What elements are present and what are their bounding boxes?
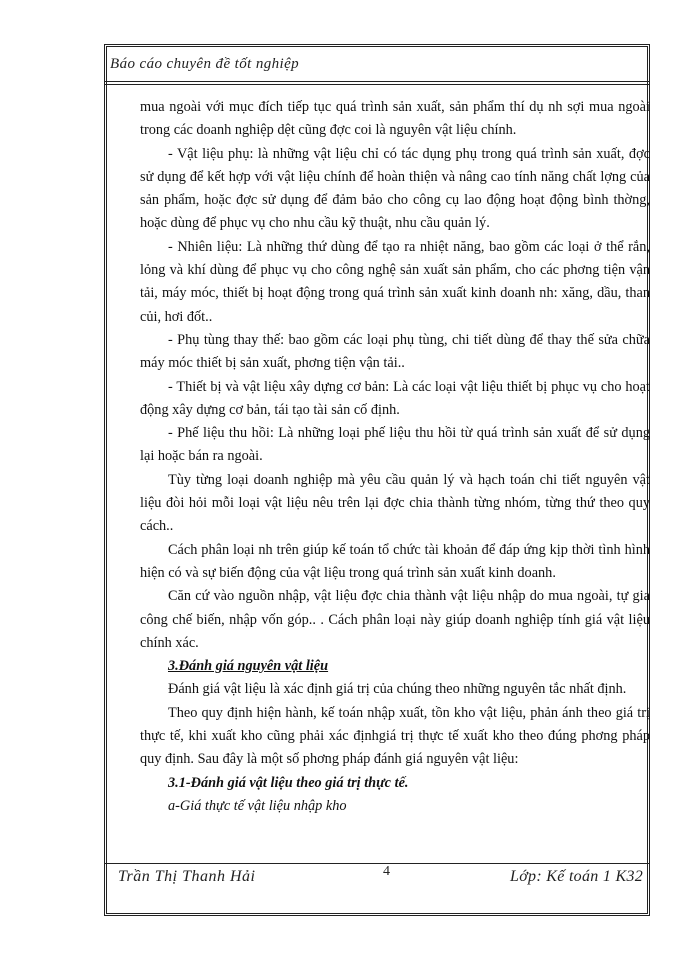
page-header: Báo cáo chuyên đề tốt nghiệp xyxy=(110,56,300,72)
subsubsection-heading: a-Giá thực tế vật liệu nhập kho xyxy=(168,797,347,814)
page-number: 4 xyxy=(383,864,390,879)
paragraph: - Phụ tùng thay thế: bao gồm các loại phụ tùng, chi tiết dùng để thay thế sửa chữa máy móc thiết bị sản xuất, phơng tiện vận tải.. xyxy=(140,331,650,372)
paragraph: - Nhiên liệu: Là những thứ dùng để tạo ra nhiệt năng, bao gồm các loại ở thể rắn, lỏng và khí dùng để phục vụ cho công nghệ sản xuất sản phẩm, cho các phơng tiện vận tải, máy móc, thiết bị hoạt động trong quá trình sản xuất kinh doanh nh: xăng, dầu, than củi, hơi đốt.. xyxy=(140,238,650,325)
header-rule-inner xyxy=(104,84,650,85)
footer-class: Lớp: Kế toán 1 K32 xyxy=(510,868,644,885)
section-heading: 3.Đánh giá nguyên vật liệu xyxy=(168,658,329,675)
paragraph: mua ngoài với mục đích tiếp tục quá trình sản xuất, sản phẩm thí dụ nh sợi mua ngoài trong các doanh nghiệp dệt cũng đợc coi là nguyên vật liệu chính. xyxy=(140,99,650,139)
paragraph: Cách phân loại nh trên giúp kế toán tổ chức tài khoản để đáp ứng kịp thời tình hình hiện có và sự biến động của vật liệu trong quá trình sản xuất kinh doanh. xyxy=(140,541,650,581)
paragraph: - Phế liệu thu hồi: Là những loại phế liệu thu hồi từ quá trình sản xuất để sử dụng lại hoặc bán ra ngoài. xyxy=(140,425,650,465)
header-rule xyxy=(104,81,650,82)
paragraph: Đánh giá vật liệu là xác định giá trị của chúng theo những nguyên tắc nhất định. xyxy=(168,681,627,698)
paragraph: Theo quy định hiện hành, kế toán nhập xuất, tồn kho vật liệu, phản ánh theo giá trị thực tế, khi xuất kho cũng phải xác địnhgiá trị thực tế xuất kho theo đúng phơng pháp quy định. Sau đây là một số phơng pháp đánh giá nguyên vật liệu: xyxy=(140,704,650,768)
footer-author: Trần Thị Thanh Hải xyxy=(118,868,256,885)
paragraph: - Vật liệu phụ: là những vật liệu chỉ có tác dụng phụ trong quá trình sản xuất, đợc sử dụng để kết hợp với vật liệu chính để hoàn thiện và nâng cao tính năng chất lợng của sản phẩm, hoặc đợc sử dụng để đảm bảo cho công cụ lao động hoạt động bình thờng, hoặc dùng để phục vụ cho nhu cầu kỹ thuật, nhu cầu quản lý. xyxy=(140,145,650,232)
paragraph: Căn cứ vào nguồn nhập, vật liệu đợc chia thành vật liệu nhập do mua ngoài, tự gia công chế biến, nhập vốn góp.. . Cách phân loại này giúp doanh nghiệp tính giá vật liệu chính xác. xyxy=(140,588,650,651)
footer-rule xyxy=(104,863,650,864)
paragraph: - Thiết bị và vật liệu xây dựng cơ bản: Là các loại vật liệu thiết bị phục vụ cho hoạt động xây dựng cơ bản, tái tạo tài sản cố định. xyxy=(140,378,650,418)
paragraph: Tùy từng loại doanh nghiệp mà yêu cầu quản lý và hạch toán chi tiết nguyên vật liệu đòi hỏi mỗi loại vật liệu nêu trên lại đợc chia thành từng nhóm, từng thứ theo quy cách.. xyxy=(140,471,650,535)
subsection-heading: 3.1-Đánh giá vật liệu theo giá trị thực tế. xyxy=(168,774,409,791)
document-body xyxy=(140,96,650,818)
